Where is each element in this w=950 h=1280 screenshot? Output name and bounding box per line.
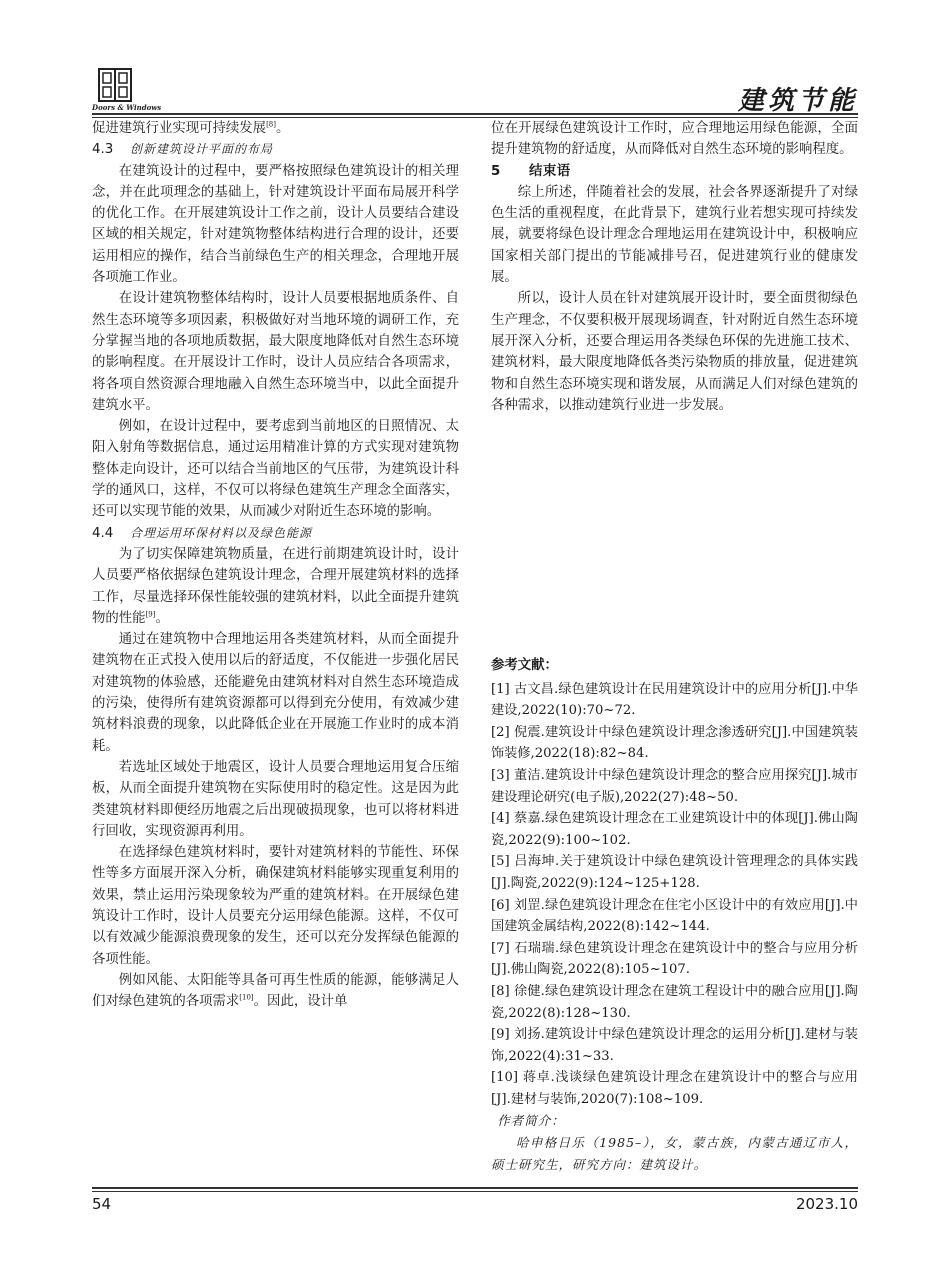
paragraph: 综上所述，伴随着社会的发展，社会各界逐渐提升了对绿色生活的重视程度，在此背景下，建筑行业若想实现可持续发展，就要将绿色设计理念合理地运用在建筑设计中，积极响应国家相关部门提出的节能减排号召，促进建筑行业的健康发展。	[491, 184, 858, 286]
footer-rule	[92, 1187, 858, 1189]
logo-caption: Doors & Windows	[92, 103, 162, 112]
reference-item: [7] 石瑞瑞.绿色建筑设计理念在建筑设计中的整合与应用分析[J].佛山陶瓷,2022(8):105~107.	[491, 940, 858, 978]
right-column	[491, 118, 858, 416]
references-section	[491, 655, 858, 1175]
paragraph: 若选址区域处于地震区，设计人员要合理地运用复合压缩板，从而全面提升建筑物在实际使用时的稳定性。这是因为此类建筑材料即便经历地震之后出现破损现象，也可以将材料进行回收，实现资源再利用。	[92, 759, 459, 839]
paragraph: 所以，设计人员在针对建筑展开设计时，要全面贯彻绿色生产理念，不仅要积极开展现场调查，针对附近自然生态环境展开深入分析，还要合理运用各类绿色环保的先进施工技术、建筑材料，最大限度地降低各类污染物质的排放量，促进建筑物和自然生态环境实现和谐发展，从而满足人们对绿色建筑的各种需求，以推动建筑行业进一步发展。	[491, 291, 858, 413]
reference-item: [8] 徐健.绿色建筑设计理念在建筑工程设计中的融合应用[J].陶瓷,2022(8):128~130.	[491, 983, 858, 1021]
citation: [8]	[266, 120, 276, 129]
citation: [9]	[145, 610, 156, 619]
reference-list	[491, 679, 858, 1111]
author-bio: 哈申格日乐（1985–），女，蒙古族，内蒙古通辽市人，硕士研究生，研究方向：建筑设计。	[491, 1135, 858, 1172]
section-heading-4-4: 4.4 合理运用环保材料以及绿色能源	[92, 525, 313, 541]
paragraph: 为了切实保障建筑物质量，在进行前期建筑设计时，设计人员要严格依据绿色建筑设计理念，合理开展建筑材料的选择工作，尽量选择环保性能较强的建筑材料，以此全面提升建筑物的性能[9]。	[92, 546, 459, 626]
column-brand-title: 建筑节能	[737, 86, 858, 116]
paragraph: 在选择绿色建筑材料时，要针对建筑材料的节能性、环保性等多方面展开深入分析，确保建筑材料能够实现重复利用的效果，禁止运用污染现象较为严重的建筑材料。在开展绿色建筑设计工作时，设计人员要充分运用绿色能源。这样，不仅可以有效减少能源浪费现象的发生，还可以充分发挥绿色能源的各项性能。	[92, 845, 459, 967]
reference-item: [1] 古文昌.绿色建筑设计在民用建筑设计中的应用分析[J].中华建设,2022(10):70~72.	[491, 681, 858, 719]
footer-rule-thin	[92, 1191, 858, 1192]
reference-item: [3] 董洁.建筑设计中绿色建筑设计理念的整合应用探究[J].城市建设理论研究(电子版),2022(27):48~50.	[491, 767, 858, 805]
paragraph: 在建筑设计的过程中，要严格按照绿色建筑设计的相关理念，并在此项理念的基础上，针对建筑设计平面布局展开科学的优化工作。在开展建筑设计工作之前，设计人员要结合建设区域的相关规定，针对建筑物整体结构进行合理的设计，还要运用相应的操作，结合当前绿色生产的相关理念，合理地开展各项施工作业。	[92, 163, 459, 286]
section-heading-4-3: 4.3 创新建筑设计平面的布局	[92, 142, 274, 158]
author-bio-heading: 作者简介：	[497, 1113, 565, 1129]
paragraph: 例如风能、太阳能等具备可再生性质的能源，能够满足人们对绿色建筑的各项需求[10]。因此，设计单	[92, 972, 459, 1010]
paragraph: 通过在建筑物中合理地运用各类建筑材料，从而全面提升建筑物在正式投入使用以后的舒适度，不仅能进一步强化居民对建筑物的体验感，还能避免由建筑材料对自然生态环境造成的污染，使得所有建筑资源都可以得到充分使用，有效减少建筑材料浪费的现象，以此降低企业在开展施工作业时的成本消耗。	[92, 632, 459, 754]
issue-number: 2023.10	[795, 1195, 858, 1213]
reference-item: [4] 蔡嘉.绿色建筑设计理念在工业建筑设计中的体现[J].佛山陶瓷,2022(9):100~102.	[491, 811, 858, 848]
reference-item: [9] 刘扬.建筑设计中绿色建筑设计理念的运用分析[J].建材与装饰,2022(4):31~33.	[491, 1027, 858, 1064]
paragraph: 促进建筑行业实现可持续发展[8]。	[92, 120, 290, 136]
references-heading: 参考文献：	[491, 657, 558, 673]
paragraph: 位在开展绿色建筑设计工作时，应合理地运用绿色能源，全面提升建筑物的舒适度，从而降低对自然生态环境的影响程度。	[491, 121, 858, 158]
reference-item: [10] 蒋卓.浅谈绿色建筑设计理念在建筑设计中的整合与应用[J].建材与装饰,2020(7):108~109.	[491, 1070, 858, 1107]
page-number: 54	[92, 1195, 112, 1213]
journal-logo	[92, 68, 172, 112]
reference-item: [6] 刘罡.绿色建筑设计理念在住宅小区设计中的有效应用[J].中国建筑金属结构,2022(8):142~144.	[491, 897, 858, 935]
header-rule	[92, 113, 858, 115]
doors-windows-logo-icon	[98, 68, 132, 102]
section-heading-5: 5 结束语	[491, 162, 571, 179]
paragraph: 例如，在设计过程中，要考虑到当前地区的日照情况、太阳入射角等数据信息，通过运用精准计算的方式实现对建筑物整体走向设计，还可以结合当前地区的气压带，为建筑设计科学的通风口，这样，不仅可以将绿色建筑生产理念全面落实，还可以实现节能的效果，从而减少对附近生态环境的影响。	[92, 419, 459, 520]
paragraph: 在设计建筑物整体结构时，设计人员要根据地质条件、自然生态环境等多项因素，积极做好对当地环境的调研工作，充分掌握当地的各项地质数据，最大限度地降低对自然生态环境的影响程度。在开展设计工作时，设计人员应结合各项需求，将各项自然资源合理地融入自然生态环境当中，以此全面提升建筑水平。	[92, 291, 459, 413]
citation: [10]	[239, 993, 254, 1002]
reference-item: [5] 吕海坤.关于建筑设计中绿色建筑设计管理理念的具体实践[J].陶瓷,2022(9):124~125+128.	[491, 854, 858, 891]
reference-item: [2] 倪震.建筑设计中绿色建筑设计理念渗透研究[J].中国建筑装饰装修,2022(18):82~84.	[491, 724, 858, 762]
left-column	[92, 118, 459, 1012]
